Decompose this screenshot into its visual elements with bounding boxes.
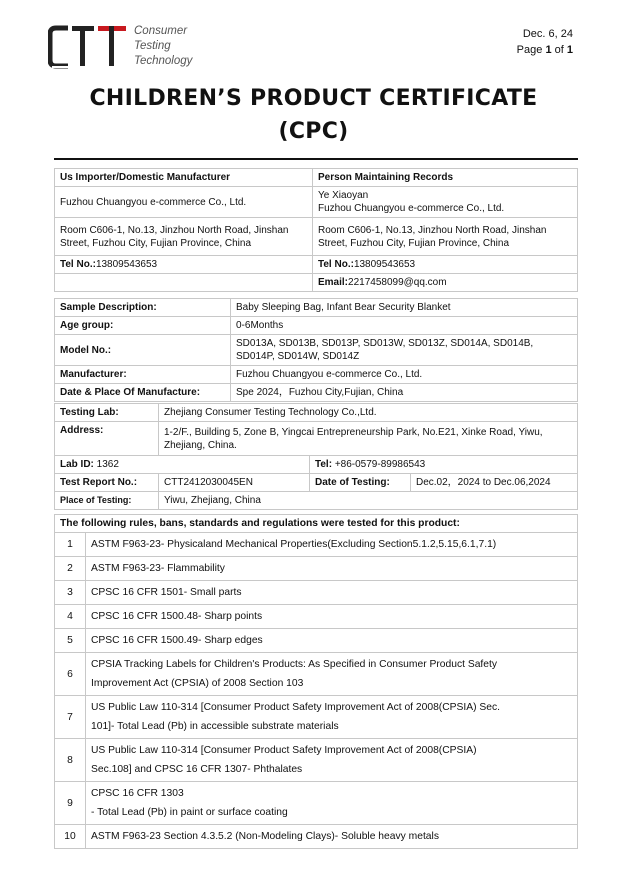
rule-number: 6 xyxy=(55,653,86,696)
certificate-date: Dec. 6, 24 xyxy=(522,28,573,40)
records-email-value: 2217458099@qq.com xyxy=(348,277,447,288)
address-label: Address: xyxy=(55,422,159,456)
page-of: of xyxy=(554,44,564,56)
rule-text xyxy=(86,696,578,739)
page-label: Page xyxy=(516,44,543,56)
rule-row xyxy=(55,557,578,581)
records-tel xyxy=(313,256,578,274)
rules-header: The following rules, bans, standards and regulations were tested for this product: xyxy=(55,515,578,533)
page-indicator xyxy=(517,44,573,56)
records-tel-value: 13809543653 xyxy=(353,259,416,270)
rule-text xyxy=(86,533,578,557)
rules-table xyxy=(54,514,578,849)
place-label: Place of Testing: xyxy=(55,492,159,510)
importer-header: Us Importer/Domestic Manufacturer xyxy=(55,169,313,187)
lab-table xyxy=(54,403,578,510)
lab-tel-label: Tel: xyxy=(315,459,333,470)
rule-line-1: US Public Law 110-314 [Consumer Product Safety Improvement Act of 2008(CPSIA) xyxy=(91,745,477,756)
page-title: CHILDREN’S PRODUCT CERTIFICATE xyxy=(89,86,538,111)
records-address: Room C606-1, No.13, Jinzhou North Road, Jinshan Street, Fuzhou City, Fujian Province, China xyxy=(313,218,578,256)
page-subtitle: (CPC) xyxy=(278,119,349,144)
rule-text xyxy=(86,581,578,605)
rule-number: 10 xyxy=(55,825,86,849)
records-header: Person Maintaining Records xyxy=(313,169,578,187)
ctt-logo-mark xyxy=(48,22,132,70)
rule-line-1: CPSC 16 CFR 1500.49- Sharp edges xyxy=(91,635,263,646)
rule-row xyxy=(55,629,578,653)
records-person: Ye Xiaoyan xyxy=(318,190,369,201)
importer-tel-value: 13809543653 xyxy=(95,259,158,270)
rule-row xyxy=(55,581,578,605)
model-label: Model No.: xyxy=(55,335,231,366)
manufacturer: Fuzhou Chuangyou e-commerce Co., Ltd. xyxy=(231,366,578,384)
importer-tel xyxy=(55,256,313,274)
rule-row xyxy=(55,739,578,782)
rule-line-1: ASTM F963-23- Flammability xyxy=(91,563,225,574)
records-contact xyxy=(313,187,578,218)
rule-line-1: CPSC 16 CFR 1501- Small parts xyxy=(91,587,242,598)
report-label: Test Report No.: xyxy=(55,474,159,492)
lab-id-value: 1362 xyxy=(96,459,119,470)
date-place: Spe 2024，Fuzhou City,Fujian, China xyxy=(231,384,578,402)
rule-number: 2 xyxy=(55,557,86,581)
rule-row xyxy=(55,653,578,696)
logo-text-consumer: Consumer xyxy=(134,25,188,37)
rule-line-1: ASTM F963-23- Physicaland Mechanical Properties(Excluding Section5.1.2,5.15,6.1,7.1) xyxy=(91,539,497,550)
rule-text xyxy=(86,782,578,825)
rule-number: 5 xyxy=(55,629,86,653)
rule-row xyxy=(55,533,578,557)
ctt-logo xyxy=(48,22,198,70)
sample-desc-label: Sample Description: xyxy=(55,299,231,317)
rule-row xyxy=(55,825,578,849)
rule-text xyxy=(86,629,578,653)
rule-text xyxy=(86,653,578,696)
title-divider xyxy=(54,158,578,160)
sample-table xyxy=(54,298,578,402)
email-label: Email: xyxy=(318,277,349,288)
rule-line-2: - Total Lead (Pb) in paint or surface coating xyxy=(91,807,288,818)
lab-name: Zhejiang Consumer Testing Technology Co.,Ltd. xyxy=(159,404,578,422)
rule-number: 3 xyxy=(55,581,86,605)
rule-text xyxy=(86,739,578,782)
records-email xyxy=(313,274,578,292)
lab-label: Testing Lab: xyxy=(55,404,159,422)
rule-line-2: 101]- Total Lead (Pb) in accessible substrate materials xyxy=(91,721,339,732)
importer-address: Room C606-1, No.13, Jinzhou North Road, Jinshan Street, Fuzhou City, Fujian Province, China xyxy=(55,218,313,256)
age-group-label: Age group: xyxy=(55,317,231,335)
lab-id xyxy=(55,456,310,474)
rule-line-1: CPSC 16 CFR 1500.48- Sharp points xyxy=(91,611,263,622)
logo-text-testing: Testing xyxy=(134,40,171,52)
importer-name: Fuzhou Chuangyou e-commerce Co., Ltd. xyxy=(55,187,313,218)
rules-list xyxy=(55,533,578,849)
rule-line-1: US Public Law 110-314 [Consumer Product Safety Improvement Act of 2008(CPSIA) Sec. xyxy=(91,702,501,713)
rule-row xyxy=(55,782,578,825)
rule-number: 9 xyxy=(55,782,86,825)
date-place-label: Date & Place Of Manufacture: xyxy=(55,384,231,402)
rule-number: 7 xyxy=(55,696,86,739)
empty-cell xyxy=(55,274,313,292)
rule-number: 8 xyxy=(55,739,86,782)
tel-label: Tel No.: xyxy=(60,259,96,270)
age-group: 0-6Months xyxy=(231,317,578,335)
page-total: 1 xyxy=(566,44,573,56)
page-number: 1 xyxy=(545,44,552,56)
records-company: Fuzhou Chuangyou e-commerce Co., Ltd. xyxy=(318,203,505,214)
rule-row xyxy=(55,696,578,739)
lab-id-label: Lab ID: xyxy=(60,459,94,470)
rule-number: 1 xyxy=(55,533,86,557)
parties-table xyxy=(54,168,578,292)
rule-line-2: Improvement Act (CPSIA) of 2008 Section 103 xyxy=(91,678,304,689)
lab-address: 1-2/F., Building 5, Zone B, Yingcai Entrepreneurship Park, No.E21, Xinke Road, Yiwu, Zhejiang, China. xyxy=(159,422,578,456)
rule-text xyxy=(86,557,578,581)
manufacturer-label: Manufacturer: xyxy=(55,366,231,384)
test-date: Dec.02，2024 to Dec.06,2024 xyxy=(411,474,578,492)
logo-text-technology: Technology xyxy=(134,55,193,67)
test-place: Yiwu, Zhejiang, China xyxy=(159,492,578,510)
rule-line-1: CPSC 16 CFR 1303 xyxy=(91,788,184,799)
rule-number: 4 xyxy=(55,605,86,629)
rule-line-1: ASTM F963-23 Section 4.3.5.2 (Non-Modeling Clays)- Soluble heavy metals xyxy=(91,831,439,842)
tel-label: Tel No.: xyxy=(318,259,354,270)
model-numbers: SD013A, SD013B, SD013P, SD013W, SD013Z, SD014A, SD014B, SD014P, SD014W, SD014Z xyxy=(231,335,578,366)
rule-line-2: Sec.108] and CPSC 16 CFR 1307- Phthalates xyxy=(91,764,303,775)
report-number: CTT2412030045EN xyxy=(159,474,310,492)
lab-tel-value: +86-0579-89986543 xyxy=(334,459,426,470)
rule-text xyxy=(86,825,578,849)
rule-row xyxy=(55,605,578,629)
rule-line-1: CPSIA Tracking Labels for Children's Products: As Specified in Consumer Product Safety xyxy=(91,659,498,670)
sample-desc: Baby Sleeping Bag, Infant Bear Security Blanket xyxy=(231,299,578,317)
rule-text xyxy=(86,605,578,629)
lab-tel xyxy=(310,456,578,474)
test-date-label: Date of Testing: xyxy=(310,474,411,492)
